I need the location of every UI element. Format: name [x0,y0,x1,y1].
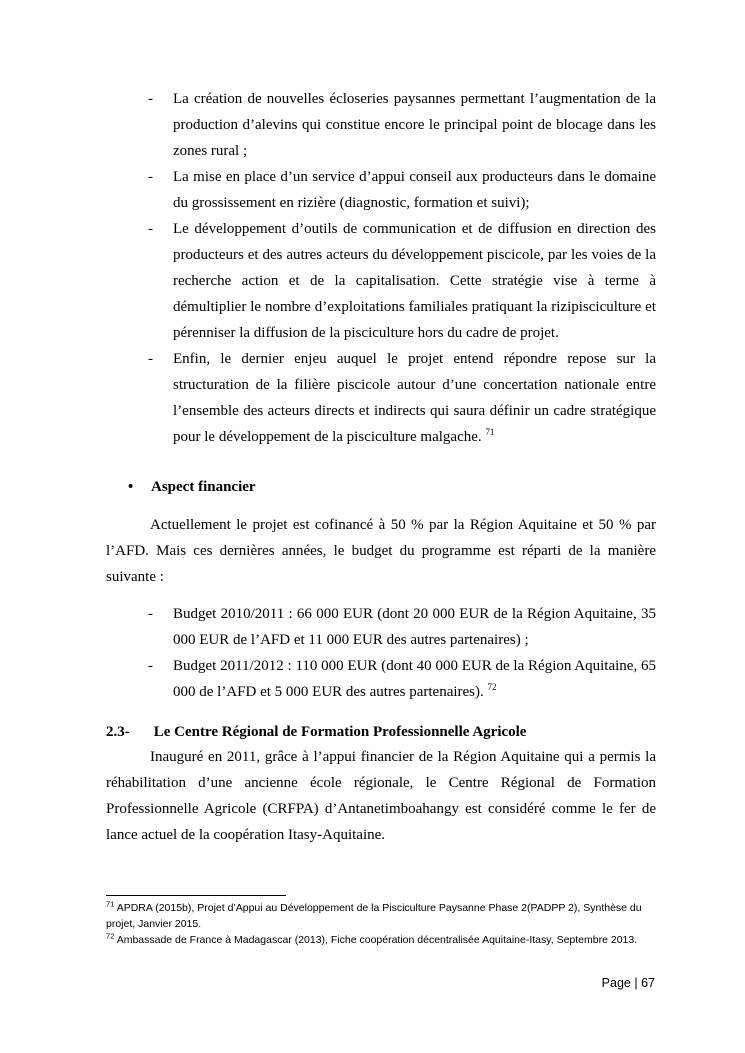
list-item: - Budget 2011/2012 : 110 000 EUR (dont 40 000 EUR de la Région Aquitaine, 65 000 de l’AFD et 5 000 EUR des autres partenaires). $^{72}$ [148,653,656,705]
dash-marker: - [148,658,153,674]
footnotes [106,900,656,948]
footnote-71: $^{71}$ APDRA (2015b), Projet d’Appui au Développement de la Pisciculture Paysanne Phase 2(PADPP 2), Synthèse du projet, Janvier 2015. [106,899,642,930]
footnote-ref[interactable]: 72 [487,682,497,692]
budget-list [148,601,656,705]
footnote-72: $^{72}$ Ambassade de France à Madagascar (2013), Fiche coopération décentralisée Aquitaine-Itasy, Septembre 2013. [106,931,638,946]
dash-marker: - [148,169,153,185]
dash-marker: - [148,351,153,367]
section-heading [106,721,526,743]
objectives-list [148,86,656,450]
section-title: Le Centre Régional de Formation Professionnelle Agricole [153,724,527,740]
dash-marker: - [148,606,153,622]
list-item: - Le développement d’outils de communication et de diffusion en direction des producteurs et des autres acteurs du développement piscicole, par les voies de la recherche action et de la capitalisation. Cette stratégie vise à terme à démultiplier le nombre d’exploitations familiales pratiquant la rizipisciculture et pérenniser la diffusion de la pisciculture hors du cadre de projet. [148,216,656,346]
list-item: - La création de nouvelles écloseries paysannes permettant l’augmentation de la production d’alevins qui constitue encore le principal point de blocage dans les zones rural ; [148,86,656,164]
bullet-icon: • [128,479,134,495]
section-number: 2.3- [106,724,130,740]
list-item: - Enfin, le dernier enjeu auquel le projet entend répondre repose sur la structuration de la filière piscicole autour d’une concertation nationale entre l’ensemble des acteurs directs et indirects qui saura définir un cadre stratégique pour le développement de la pisciculture malgache. $^{71}$ [148,346,656,450]
list-item: - La mise en place d’un service d’appui conseil aux producteurs dans le domaine du grossissement en rizière (diagnostic, formation et suivi); [148,164,656,216]
dash-marker: - [148,221,153,237]
dash-marker: - [148,91,153,107]
page-number-footer: Page | 67 [601,976,655,990]
footnote-ref[interactable]: 71 [485,427,495,437]
aspect-financier-heading: • Aspect financier [128,476,256,498]
financial-paragraph: Actuellement le projet est cofinancé à 50 % par la Région Aquitaine et 50 % par l’AFD. Mais ces dernières années, le budget du programme est réparti de la manière suivante : [106,517,656,585]
crfpa-paragraph: Inauguré en 2011, grâce à l’appui financier de la Région Aquitaine qui a permis la réhabilitation d’une ancienne école régionale, le Centre Régional de Formation Professionnelle Agricole (CRFPA) d’Antanetimboahangy est considéré comme le fer de lance actuel de la coopération Itasy-Aquitaine. [106,749,656,843]
list-item: - Budget 2010/2011 : 66 000 EUR (dont 20 000 EUR de la Région Aquitaine, 35 000 EUR de l’AFD et 11 000 EUR des autres partenaires) ; [148,601,656,653]
footnote-divider [106,895,286,896]
